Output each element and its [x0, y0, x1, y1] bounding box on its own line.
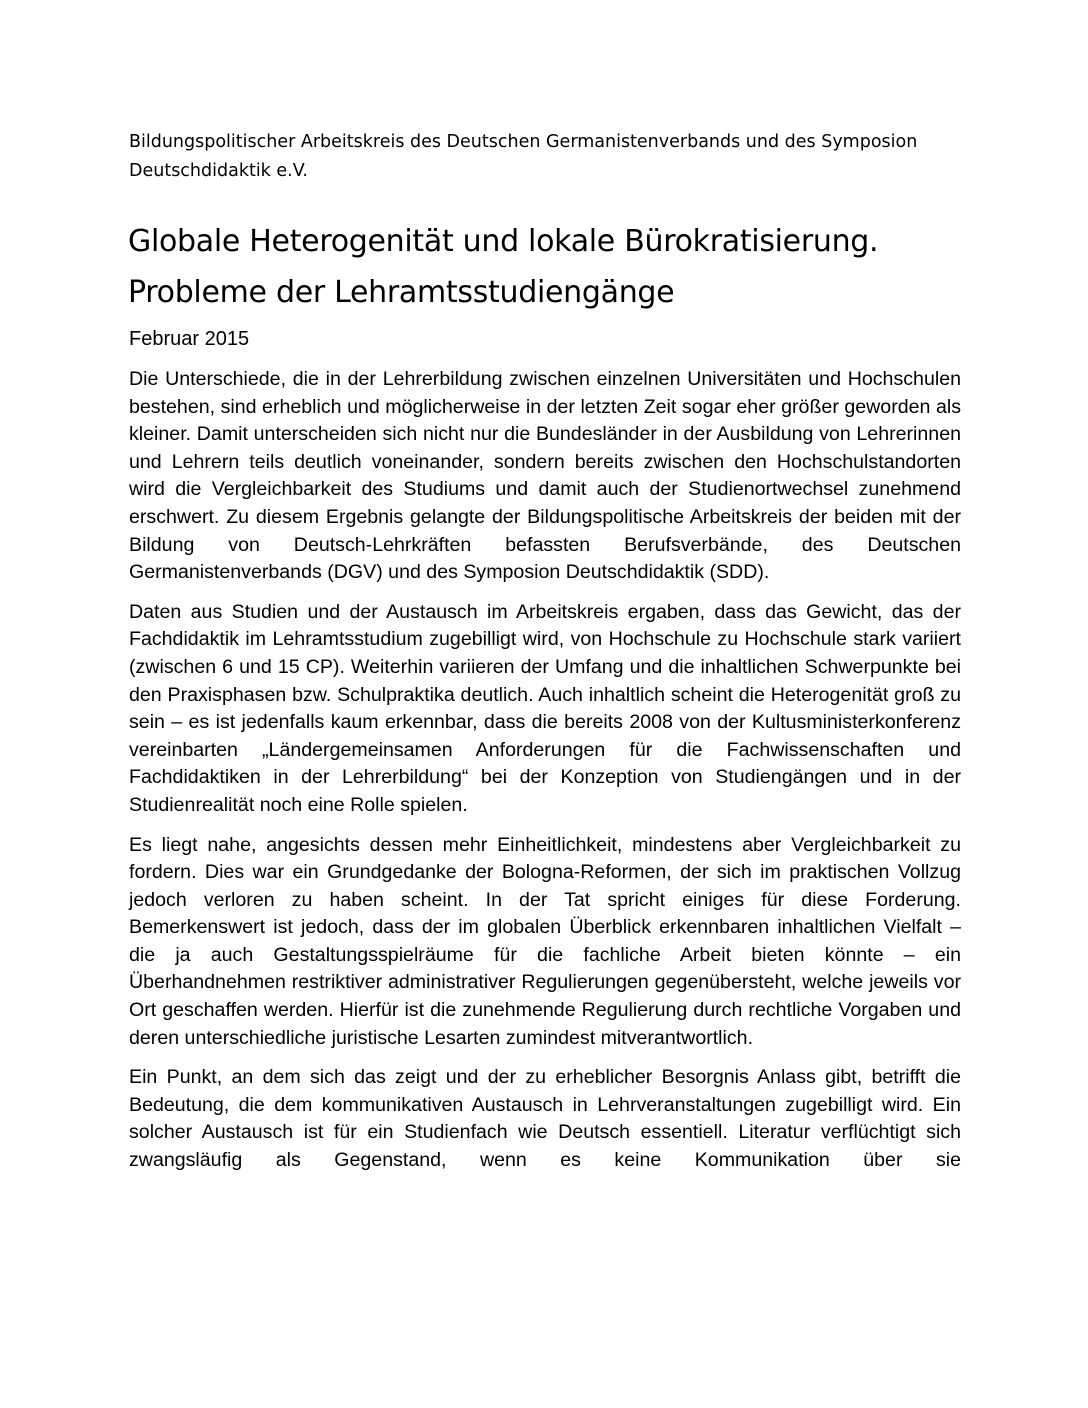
paragraph-4: Ein Punkt, an dem sich das zeigt und der zu erheblicher Besorgnis Anlass gibt, betrifft die Bedeutung, die dem kommunikativen Austausch in Lehrveranstaltungen zugebilligt wird. Ein solcher Austausch ist für ein Studienfach wie Deutsch essentiell. Literatur verflüchtigt sich zwangsläufig als Gegenstand, wenn es keine Kommunikation über sie — [129, 1066, 961, 1172]
title-line-1: Globale Heterogenität und lokale Bürokratisierung. — [128, 224, 879, 259]
paragraph-2: Daten aus Studien und der Austausch im Arbeitskreis ergaben, dass das Gewicht, das der Fachdidaktik im Lehramtsstudium zugebilligt wird, von Hochschule zu Hochschule stark variiert (zwischen 6 und 15 CP). Weiterhin variieren der Umfang und die inhaltlichen Schwerpunkte bei den Praxisphasen bzw. Schulpraktika deutlich. Auch inhaltlich scheint die Heterogenität groß zu sein – es ist jedenfalls kaum erkennbar, dass die bereits 2008 von der Kultusministerkonferenz vereinbarten „Ländergemeinsamen Anforderungen für die Fachwissenschaften und Fachdidaktiken in der Lehrerbildung“ bei der Konzeption von Studiengängen und in der Studienrealität noch eine Rolle spielen. — [129, 600, 961, 816]
document-title — [128, 216, 1028, 318]
document-body — [129, 366, 961, 1187]
paragraph-1: Die Unterschiede, die in der Lehrerbildung zwischen einzelnen Universitäten und Hochschulen bestehen, sind erheblich und möglicherweise in der letzten Zeit sogar eher größer geworden als kleiner. Damit unterscheiden sich nicht nur die Bundesländer in der Ausbildung von Lehrerinnen und Lehrern teils deutlich voneinander, sondern bereits zwischen den Hochschulstandorten wird die Vergleichbarkeit des Studiums und damit auch der Studienortwechsel zunehmend erschwert. Zu diesem Ergebnis gelangte der Bildungspolitische Arbeitskreis der beiden mit der Bildung von Deutsch-Lehrkräften befassten Berufsverbände, des Deutschen Germanistenverbands (DGV) und des Symposion Deutschdidaktik (SDD). — [129, 368, 961, 584]
document-date: Februar 2015 — [129, 328, 250, 350]
title-line-2: Probleme der Lehramtsstudiengänge — [128, 275, 675, 310]
paragraph-3: Es liegt nahe, angesichts dessen mehr Einheitlichkeit, mindestens aber Vergleichbarkeit zu fordern. Dies war ein Grundgedanke der Bologna-Reformen, der sich im praktischen Vollzug jedoch verloren zu haben scheint. In der Tat spricht einiges für diese Forderung. Bemerkenswert ist jedoch, dass der im globalen Überblick erkennbaren inhaltlichen Vielfalt – die ja auch Gestaltungsspielräume für die fachliche Arbeit bieten könnte – ein Überhandnehmen restriktiver administrativer Regulierungen gegenübersteht, welche jeweils vor Ort geschaffen werden. Hierfür ist die zunehmende Regulierung durch rechtliche Vorgaben und deren unterschiedliche juristische Lesarten zumindest mitverantwortlich. — [129, 833, 961, 1049]
organization-line: Bildungspolitischer Arbeitskreis des Deutschen Germanistenverbands und des Symposion Deutschdidaktik e.V. — [129, 132, 918, 181]
